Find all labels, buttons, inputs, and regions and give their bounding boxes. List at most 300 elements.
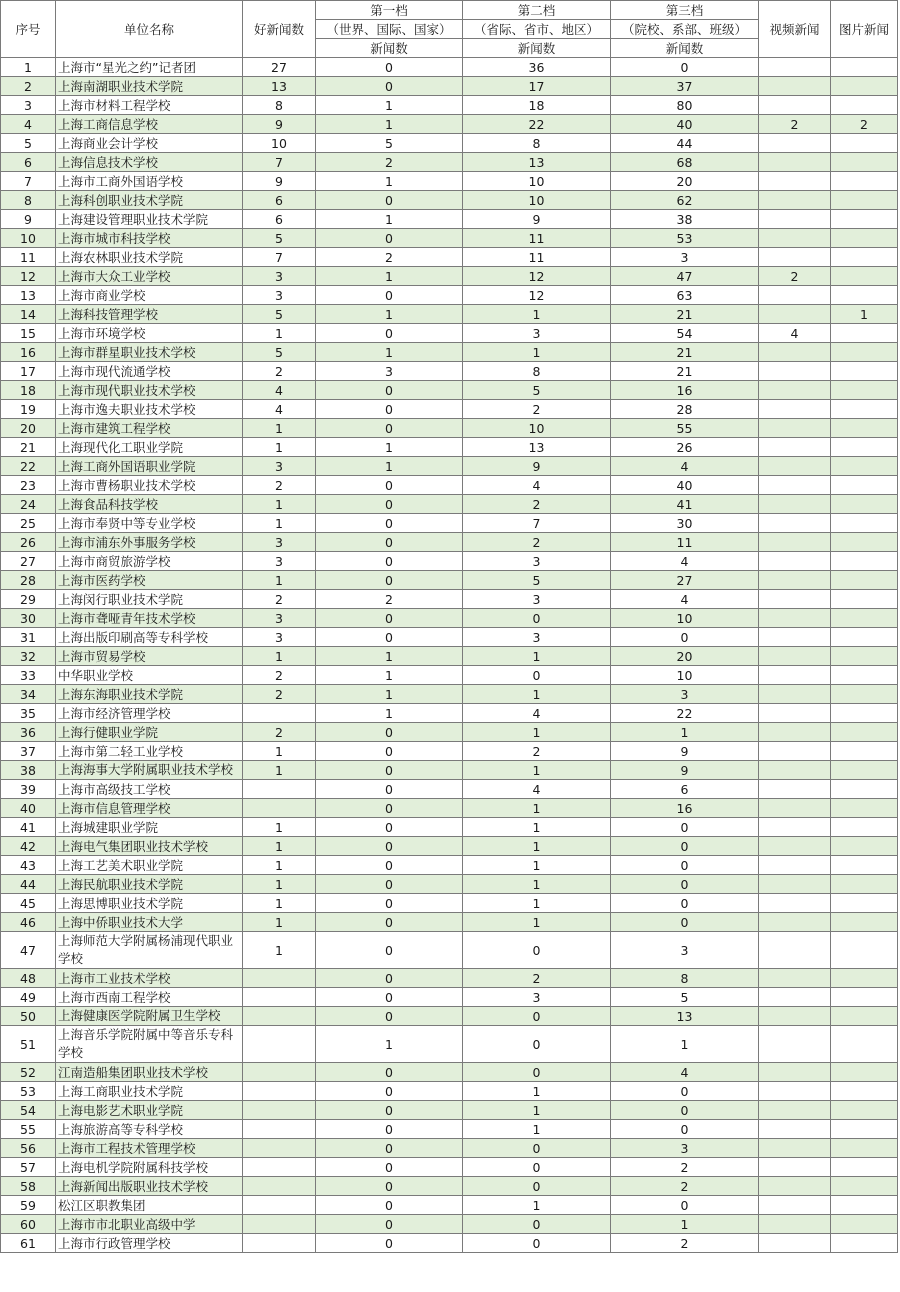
cell-index: 2 [1, 77, 56, 96]
cell-tier3: 3 [611, 248, 759, 267]
cell-tier3: 54 [611, 324, 759, 343]
cell-index: 16 [1, 343, 56, 362]
cell-picture [831, 1215, 898, 1234]
cell-tier3: 2 [611, 1158, 759, 1177]
cell-tier2: 2 [463, 495, 611, 514]
cell-unit-name: 上海电机学院附属科技学校 [56, 1158, 243, 1177]
cell-index: 36 [1, 723, 56, 742]
cell-unit-name: 上海旅游高等专科学校 [56, 1120, 243, 1139]
cell-index: 24 [1, 495, 56, 514]
cell-picture [831, 988, 898, 1007]
cell-good-news: 4 [243, 381, 316, 400]
table-row [1, 837, 898, 856]
cell-picture [831, 1158, 898, 1177]
cell-tier2: 0 [463, 1158, 611, 1177]
cell-tier3: 0 [611, 1196, 759, 1215]
cell-unit-name: 上海市现代流通学校 [56, 362, 243, 381]
cell-tier3: 0 [611, 628, 759, 647]
cell-tier1: 0 [316, 932, 463, 969]
table-row [1, 590, 898, 609]
table-row [1, 932, 898, 969]
table-row [1, 723, 898, 742]
cell-tier2: 22 [463, 115, 611, 134]
cell-picture [831, 286, 898, 305]
cell-unit-name: 上海海事大学附属职业技术学校 [56, 761, 243, 780]
table-row [1, 495, 898, 514]
cell-tier2: 17 [463, 77, 611, 96]
cell-picture [831, 77, 898, 96]
cell-tier2: 36 [463, 58, 611, 77]
cell-tier3: 3 [611, 932, 759, 969]
cell-good-news: 1 [243, 571, 316, 590]
cell-good-news: 10 [243, 134, 316, 153]
cell-picture [831, 704, 898, 723]
cell-unit-name: 上海市曹杨职业技术学校 [56, 476, 243, 495]
cell-index: 4 [1, 115, 56, 134]
cell-index: 51 [1, 1026, 56, 1063]
cell-picture [831, 1139, 898, 1158]
cell-tier2: 0 [463, 1234, 611, 1253]
cell-index: 57 [1, 1158, 56, 1177]
cell-video [759, 1101, 831, 1120]
cell-index: 45 [1, 894, 56, 913]
header-tier2-scope: （省际、省市、地区） [463, 20, 611, 39]
cell-picture [831, 191, 898, 210]
cell-video [759, 837, 831, 856]
cell-video [759, 628, 831, 647]
cell-unit-name: 上海健康医学院附属卫生学校 [56, 1007, 243, 1026]
cell-good-news: 8 [243, 96, 316, 115]
cell-tier2: 1 [463, 647, 611, 666]
cell-tier2: 1 [463, 1082, 611, 1101]
cell-good-news: 4 [243, 400, 316, 419]
cell-unit-name: 上海新闻出版职业技术学校 [56, 1177, 243, 1196]
cell-picture [831, 742, 898, 761]
cell-unit-name: 上海电气集团职业技术学校 [56, 837, 243, 856]
cell-tier2: 0 [463, 1063, 611, 1082]
cell-unit-name: 上海中侨职业技术大学 [56, 913, 243, 932]
cell-tier3: 37 [611, 77, 759, 96]
cell-tier3: 27 [611, 571, 759, 590]
cell-tier3: 16 [611, 381, 759, 400]
cell-video [759, 1026, 831, 1063]
cell-tier2: 4 [463, 780, 611, 799]
header-tier1-unit: 新闻数 [316, 39, 463, 58]
cell-good-news: 3 [243, 533, 316, 552]
cell-tier2: 1 [463, 1101, 611, 1120]
cell-unit-name: 上海工商职业技术学院 [56, 1082, 243, 1101]
cell-unit-name: 上海工艺美术职业学院 [56, 856, 243, 875]
cell-picture [831, 1026, 898, 1063]
cell-tier1: 0 [316, 1215, 463, 1234]
cell-index: 35 [1, 704, 56, 723]
cell-tier3: 20 [611, 172, 759, 191]
cell-tier1: 0 [316, 324, 463, 343]
cell-unit-name: 上海思博职业技术学院 [56, 894, 243, 913]
cell-video [759, 514, 831, 533]
cell-good-news [243, 1026, 316, 1063]
table-row [1, 96, 898, 115]
cell-tier1: 0 [316, 799, 463, 818]
cell-picture [831, 229, 898, 248]
cell-tier3: 9 [611, 761, 759, 780]
header-tier3-unit: 新闻数 [611, 39, 759, 58]
table-row [1, 77, 898, 96]
cell-tier1: 0 [316, 628, 463, 647]
cell-tier2: 3 [463, 324, 611, 343]
cell-good-news [243, 1196, 316, 1215]
cell-picture [831, 96, 898, 115]
table-row [1, 552, 898, 571]
cell-good-news: 27 [243, 58, 316, 77]
cell-tier1: 2 [316, 153, 463, 172]
cell-tier1: 0 [316, 1120, 463, 1139]
cell-picture [831, 818, 898, 837]
cell-picture [831, 799, 898, 818]
cell-video [759, 1234, 831, 1253]
cell-unit-name: 上海市奉贤中等专业学校 [56, 514, 243, 533]
cell-tier2: 0 [463, 1026, 611, 1063]
table-row [1, 172, 898, 191]
cell-unit-name: 松江区职教集团 [56, 1196, 243, 1215]
cell-tier3: 0 [611, 1101, 759, 1120]
cell-tier3: 13 [611, 1007, 759, 1026]
cell-video [759, 248, 831, 267]
cell-tier1: 1 [316, 172, 463, 191]
cell-picture [831, 913, 898, 932]
cell-tier1: 0 [316, 969, 463, 988]
cell-good-news [243, 1158, 316, 1177]
table-row [1, 969, 898, 988]
cell-video [759, 1082, 831, 1101]
cell-index: 44 [1, 875, 56, 894]
cell-tier1: 0 [316, 533, 463, 552]
cell-index: 8 [1, 191, 56, 210]
cell-picture [831, 571, 898, 590]
cell-video [759, 419, 831, 438]
cell-tier1: 0 [316, 818, 463, 837]
cell-good-news: 7 [243, 248, 316, 267]
cell-unit-name: 上海电影艺术职业学院 [56, 1101, 243, 1120]
header-tier1-scope: （世界、国际、国家） [316, 20, 463, 39]
cell-tier1: 0 [316, 1177, 463, 1196]
cell-unit-name: 上海市商贸旅游学校 [56, 552, 243, 571]
cell-unit-name: 上海市高级技工学校 [56, 780, 243, 799]
cell-unit-name: 上海建设管理职业技术学院 [56, 210, 243, 229]
cell-good-news: 3 [243, 552, 316, 571]
cell-video [759, 894, 831, 913]
cell-good-news [243, 1007, 316, 1026]
cell-tier1: 0 [316, 400, 463, 419]
table-row [1, 400, 898, 419]
header-good-news: 好新闻数 [243, 1, 316, 58]
cell-tier2: 2 [463, 742, 611, 761]
table-row [1, 1082, 898, 1101]
cell-unit-name: 上海市浦东外事服务学校 [56, 533, 243, 552]
cell-video [759, 988, 831, 1007]
cell-index: 15 [1, 324, 56, 343]
cell-tier1: 0 [316, 894, 463, 913]
cell-unit-name: 上海农林职业技术学院 [56, 248, 243, 267]
cell-good-news: 1 [243, 932, 316, 969]
cell-unit-name: 上海市贸易学校 [56, 647, 243, 666]
cell-unit-name: 上海市西南工程学校 [56, 988, 243, 1007]
cell-index: 6 [1, 153, 56, 172]
cell-tier1: 1 [316, 666, 463, 685]
cell-tier1: 0 [316, 286, 463, 305]
table-row [1, 533, 898, 552]
cell-picture [831, 723, 898, 742]
cell-tier1: 3 [316, 362, 463, 381]
table-row [1, 1063, 898, 1082]
cell-video [759, 704, 831, 723]
cell-tier1: 0 [316, 1234, 463, 1253]
cell-good-news: 3 [243, 628, 316, 647]
header-tier2-unit: 新闻数 [463, 39, 611, 58]
cell-good-news: 1 [243, 514, 316, 533]
cell-unit-name: 上海出版印刷高等专科学校 [56, 628, 243, 647]
cell-tier1: 0 [316, 1082, 463, 1101]
cell-tier1: 0 [316, 723, 463, 742]
cell-tier3: 21 [611, 343, 759, 362]
cell-index: 5 [1, 134, 56, 153]
cell-tier3: 1 [611, 1026, 759, 1063]
cell-tier1: 0 [316, 1063, 463, 1082]
cell-index: 14 [1, 305, 56, 324]
cell-tier2: 10 [463, 172, 611, 191]
cell-good-news: 5 [243, 305, 316, 324]
cell-unit-name: 上海市医药学校 [56, 571, 243, 590]
cell-tier3: 0 [611, 894, 759, 913]
cell-video [759, 96, 831, 115]
cell-picture [831, 172, 898, 191]
table-row [1, 818, 898, 837]
cell-good-news [243, 1234, 316, 1253]
table-row [1, 1234, 898, 1253]
cell-picture [831, 1177, 898, 1196]
cell-tier1: 1 [316, 343, 463, 362]
cell-tier2: 0 [463, 1215, 611, 1234]
cell-picture [831, 666, 898, 685]
cell-unit-name: 中华职业学校 [56, 666, 243, 685]
cell-tier3: 10 [611, 666, 759, 685]
cell-tier2: 11 [463, 229, 611, 248]
cell-picture [831, 1196, 898, 1215]
cell-index: 32 [1, 647, 56, 666]
table-row [1, 761, 898, 780]
cell-tier3: 9 [611, 742, 759, 761]
cell-unit-name: 上海市工业技术学校 [56, 969, 243, 988]
cell-tier3: 0 [611, 1120, 759, 1139]
cell-tier3: 10 [611, 609, 759, 628]
cell-picture [831, 134, 898, 153]
table-row [1, 1177, 898, 1196]
cell-unit-name: 上海市聋哑青年技术学校 [56, 609, 243, 628]
cell-picture [831, 875, 898, 894]
cell-unit-name: 上海市“星光之约”记者团 [56, 58, 243, 77]
cell-video [759, 1139, 831, 1158]
cell-tier1: 0 [316, 1007, 463, 1026]
cell-picture [831, 153, 898, 172]
cell-unit-name: 上海商业会计学校 [56, 134, 243, 153]
cell-good-news: 1 [243, 647, 316, 666]
cell-unit-name: 上海市建筑工程学校 [56, 419, 243, 438]
cell-picture [831, 1063, 898, 1082]
cell-index: 56 [1, 1139, 56, 1158]
table-row [1, 1139, 898, 1158]
cell-tier2: 0 [463, 1177, 611, 1196]
cell-tier1: 0 [316, 191, 463, 210]
cell-picture [831, 476, 898, 495]
cell-tier1: 0 [316, 742, 463, 761]
cell-tier2: 1 [463, 875, 611, 894]
cell-picture [831, 969, 898, 988]
header-picture-news: 图片新闻 [831, 1, 898, 58]
cell-index: 33 [1, 666, 56, 685]
cell-picture [831, 58, 898, 77]
cell-video [759, 134, 831, 153]
table-row [1, 742, 898, 761]
header-index: 序号 [1, 1, 56, 58]
table-row [1, 685, 898, 704]
cell-index: 49 [1, 988, 56, 1007]
cell-video [759, 609, 831, 628]
cell-tier2: 10 [463, 419, 611, 438]
table-row [1, 305, 898, 324]
cell-good-news: 1 [243, 495, 316, 514]
cell-tier2: 10 [463, 191, 611, 210]
cell-tier1: 0 [316, 419, 463, 438]
cell-index: 22 [1, 457, 56, 476]
cell-video [759, 780, 831, 799]
cell-good-news: 13 [243, 77, 316, 96]
cell-tier3: 3 [611, 1139, 759, 1158]
cell-tier3: 0 [611, 875, 759, 894]
cell-tier3: 44 [611, 134, 759, 153]
header-tier1-title: 第一档 [316, 1, 463, 20]
table-row [1, 609, 898, 628]
cell-picture [831, 685, 898, 704]
cell-video [759, 666, 831, 685]
cell-video [759, 229, 831, 248]
table-row [1, 210, 898, 229]
cell-good-news: 2 [243, 723, 316, 742]
cell-tier1: 1 [316, 647, 463, 666]
cell-tier3: 53 [611, 229, 759, 248]
cell-video [759, 457, 831, 476]
cell-tier2: 5 [463, 571, 611, 590]
cell-unit-name: 上海市工商外国语学校 [56, 172, 243, 191]
cell-good-news: 2 [243, 666, 316, 685]
cell-tier2: 13 [463, 153, 611, 172]
table-row [1, 856, 898, 875]
cell-good-news [243, 799, 316, 818]
cell-good-news: 6 [243, 210, 316, 229]
cell-index: 28 [1, 571, 56, 590]
cell-picture [831, 932, 898, 969]
cell-tier3: 0 [611, 1082, 759, 1101]
cell-unit-name: 上海食品科技学校 [56, 495, 243, 514]
table-row [1, 381, 898, 400]
cell-picture [831, 248, 898, 267]
table-row [1, 286, 898, 305]
cell-index: 12 [1, 267, 56, 286]
cell-index: 30 [1, 609, 56, 628]
cell-unit-name: 上海工商信息学校 [56, 115, 243, 134]
cell-tier1: 0 [316, 571, 463, 590]
cell-good-news: 7 [243, 153, 316, 172]
cell-tier2: 1 [463, 305, 611, 324]
cell-video [759, 742, 831, 761]
cell-tier2: 1 [463, 856, 611, 875]
cell-tier1: 0 [316, 77, 463, 96]
cell-tier2: 0 [463, 609, 611, 628]
cell-unit-name: 上海城建职业学院 [56, 818, 243, 837]
cell-tier1: 1 [316, 685, 463, 704]
table-row [1, 153, 898, 172]
cell-tier1: 1 [316, 1026, 463, 1063]
cell-video [759, 438, 831, 457]
cell-tier3: 26 [611, 438, 759, 457]
cell-video [759, 495, 831, 514]
cell-tier3: 62 [611, 191, 759, 210]
cell-good-news: 9 [243, 172, 316, 191]
cell-picture [831, 210, 898, 229]
cell-tier3: 0 [611, 818, 759, 837]
cell-good-news: 1 [243, 818, 316, 837]
cell-video [759, 362, 831, 381]
cell-tier2: 5 [463, 381, 611, 400]
cell-picture [831, 533, 898, 552]
cell-unit-name: 上海市经济管理学校 [56, 704, 243, 723]
cell-picture [831, 419, 898, 438]
cell-video [759, 875, 831, 894]
cell-picture [831, 1007, 898, 1026]
cell-tier2: 1 [463, 894, 611, 913]
cell-unit-name: 上海市商业学校 [56, 286, 243, 305]
cell-index: 38 [1, 761, 56, 780]
cell-video [759, 647, 831, 666]
cell-good-news [243, 1063, 316, 1082]
cell-index: 37 [1, 742, 56, 761]
table-row [1, 362, 898, 381]
table-row [1, 1120, 898, 1139]
cell-video [759, 932, 831, 969]
header-tier2-title: 第二档 [463, 1, 611, 20]
cell-tier2: 3 [463, 552, 611, 571]
table-body [1, 58, 898, 1253]
cell-video [759, 286, 831, 305]
cell-index: 59 [1, 1196, 56, 1215]
cell-index: 10 [1, 229, 56, 248]
cell-tier1: 0 [316, 761, 463, 780]
cell-index: 27 [1, 552, 56, 571]
cell-tier2: 9 [463, 210, 611, 229]
cell-tier3: 63 [611, 286, 759, 305]
cell-unit-name: 上海信息技术学校 [56, 153, 243, 172]
cell-index: 13 [1, 286, 56, 305]
table-row [1, 191, 898, 210]
cell-video [759, 476, 831, 495]
cell-tier2: 18 [463, 96, 611, 115]
cell-tier2: 1 [463, 761, 611, 780]
cell-tier3: 0 [611, 913, 759, 932]
cell-tier1: 0 [316, 1101, 463, 1120]
cell-tier3: 1 [611, 1215, 759, 1234]
cell-good-news [243, 1139, 316, 1158]
cell-video [759, 172, 831, 191]
cell-good-news: 5 [243, 229, 316, 248]
